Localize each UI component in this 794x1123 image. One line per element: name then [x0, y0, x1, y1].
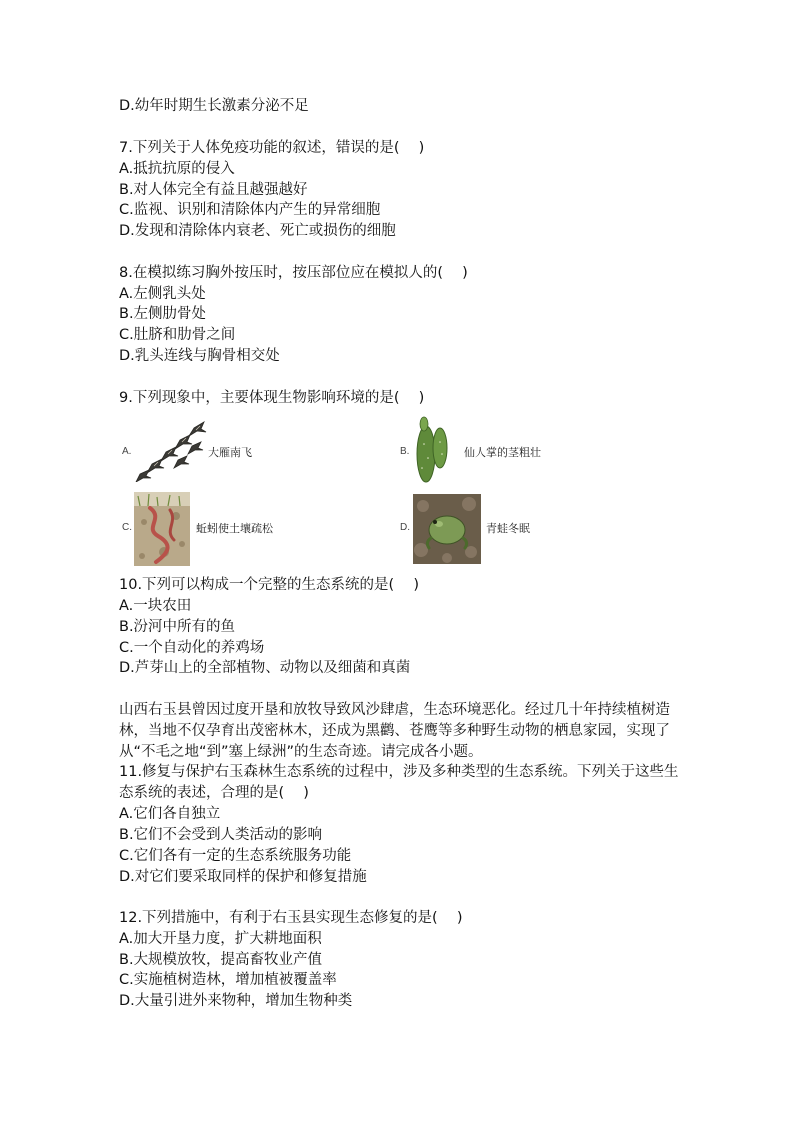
q7-option-d: D.发现和清除体内衰老、死亡或损伤的细胞	[119, 223, 396, 239]
q11-option-c: C.它们各有一定的生态系统服务功能	[119, 848, 352, 864]
reading-passage: 山西右玉县曾因过度开垦和放牧导致风沙肆虐，生态环境恶化。经过几十年持续植树造林，当地不仅孕育出茂密林木，还成为黑鹳、苍鹰等多种野生动物的栖息家园，实现了从“不毛之地“到”塞上绿洲”的生态奇迹。请完成各小题。	[119, 702, 670, 760]
q9-figure-a-letter: A.	[122, 446, 132, 457]
q8-stem: 8.在模拟练习胸外按压时，按压部位应在模拟人的( )	[119, 265, 468, 281]
q9-figure-b	[400, 414, 600, 486]
q9-figure-c-letter: C.	[122, 522, 132, 533]
q7-option-a: A.抵抗抗原的侵入	[119, 161, 235, 177]
q9-figure-b-letter: B.	[400, 446, 410, 457]
q6-option-d: D.幼年时期生长激素分泌不足	[119, 98, 309, 114]
q10-option-c: C.一个自动化的养鸡场	[119, 640, 265, 656]
q7-stem: 7.下列关于人体免疫功能的叙述，错误的是( )	[119, 140, 425, 156]
q9-figure-c-caption: 蚯蚓使土壤疏松	[196, 522, 273, 535]
q10-stem: 10.下列可以构成一个完整的生态系统的是( )	[119, 577, 419, 593]
q8-option-c: C.肚脐和肋骨之间	[119, 327, 236, 343]
q7-option-b: B.对人体完全有益且越强越好	[119, 182, 308, 198]
q9-figure-b-caption: 仙人掌的茎粗壮	[464, 446, 541, 459]
q12-stem: 12.下列措施中，有利于右玉县实现生态修复的是( )	[119, 910, 463, 926]
q10-option-b: B.汾河中所有的鱼	[119, 619, 236, 635]
frog-hibernating-icon	[413, 494, 481, 564]
q11-option-b: B.它们不会受到人类活动的影响	[119, 827, 323, 843]
q12-option-d: D.大量引进外来物种，增加生物种类	[119, 993, 353, 1009]
q9-figure-d	[400, 494, 600, 564]
q9-figure-c	[122, 492, 322, 566]
q9-figure-d-letter: D.	[400, 522, 410, 533]
q11-stem: 11.修复与保护右玉森林生态系统的过程中，涉及多种类型的生态系统。下列关于这些生态系统的表述，合理的是( )	[119, 764, 679, 801]
q8-option-b: B.左侧肋骨处	[119, 306, 207, 322]
q10-option-a: A.一块农田	[119, 598, 192, 614]
q8-option-d: D.乳头连线与胸骨相交处	[119, 348, 280, 364]
q8-option-a: A.左侧乳头处	[119, 286, 206, 302]
q12-option-b: B.大规模放牧，提高畜牧业产值	[119, 952, 323, 968]
q9-figure-d-caption: 青蛙冬眠	[486, 522, 530, 535]
cactus-icon	[412, 414, 452, 486]
geese-flying-icon	[134, 420, 208, 482]
q12-option-c: C.实施植树造林，增加植被覆盖率	[119, 972, 337, 988]
q11-option-a: A.它们各自独立	[119, 806, 221, 822]
q9-stem: 9.下列现象中，主要体现生物影响环境的是( )	[119, 390, 425, 406]
q9-figure-a-caption: 大雁南飞	[208, 446, 252, 459]
q12-option-a: A.加大开垦力度，扩大耕地面积	[119, 931, 322, 947]
q9-figure-a	[122, 418, 322, 484]
q10-option-d: D.芦芽山上的全部植物、动物以及细菌和真菌	[119, 660, 411, 676]
q11-option-d: D.对它们要采取同样的保护和修复措施	[119, 869, 367, 885]
q7-option-c: C.监视、识别和清除体内产生的异常细胞	[119, 202, 381, 218]
earthworm-soil-icon	[134, 492, 190, 566]
